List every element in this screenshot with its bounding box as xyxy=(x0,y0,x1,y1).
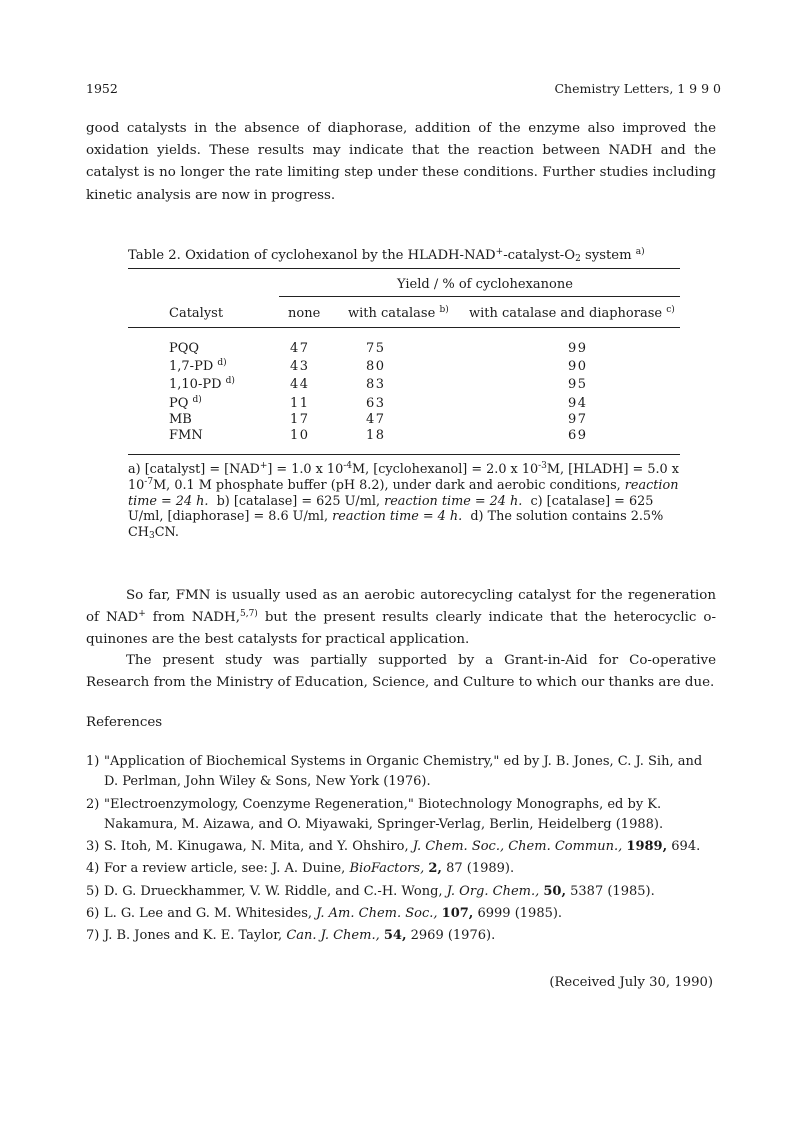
ref-journal: J. Chem. Soc., Chem. Commun., xyxy=(412,839,623,855)
received-date: (Received July 30, 1990) xyxy=(549,975,713,990)
catalyst-note: d) xyxy=(225,376,235,386)
col-catalase-label: with catalase xyxy=(348,306,436,321)
references-title: References xyxy=(86,715,163,730)
fn-a2: ] = 1.0 x 10 xyxy=(267,462,344,477)
cell-both: 97 xyxy=(568,412,588,427)
fn-a-time: reaction time = 24 h. xyxy=(128,477,679,509)
p2-refs: 5,7) xyxy=(239,609,258,620)
col-header-catalase xyxy=(348,306,449,321)
ref-number: 1) xyxy=(86,754,100,769)
ref-text xyxy=(104,904,716,924)
table-footnotes xyxy=(128,462,683,541)
cell-catalase: 47 xyxy=(366,412,386,427)
catalyst-name: 1,10-PD xyxy=(169,377,222,392)
ref-authors: D. G. Drueckhammer, V. W. Riddle, and C.-H. Wong, xyxy=(104,883,443,899)
cell-catalyst xyxy=(169,341,199,356)
ref-volume: 54, xyxy=(383,928,407,944)
fn-c1: c) [catalase] = 625 U/ml, [diaphorase] = 8.6 U/ml, xyxy=(128,493,654,525)
ref-pages: 2969 (1976). xyxy=(410,928,496,944)
ref-number: 3) xyxy=(86,839,100,855)
page-number: 1952 xyxy=(86,81,118,96)
col-header-catalyst: Catalyst xyxy=(169,306,224,321)
cell-catalase: 18 xyxy=(366,428,386,443)
fn-a-exp3: -7 xyxy=(144,476,154,487)
references-list xyxy=(86,752,716,949)
ref-text: "Electroenzymology, Coenzyme Regeneration," Biotechnology Monographs, ed by K. Nakamura, M. Aizawa, and O. Miyawaki, Springer-Verlag, Berlin, Heidelberg (1988). xyxy=(104,796,664,832)
ref-authors: For a review article, see: J. A. Duine, xyxy=(104,861,346,877)
intro-paragraph: good catalysts in the absence of diaphorase, addition of the enzyme also improved the oxidation yields. These results may indicate that the reaction between NADH and the catalyst is no longer the rate limiting step under these conditions. Further studies including kinetic analysis are now in progress. xyxy=(86,121,716,203)
ref-year: 1989, xyxy=(626,839,668,855)
fn-b1: b) [catalase] = 625 U/ml, xyxy=(216,493,381,509)
fn-a-plus: + xyxy=(259,461,268,471)
cell-both: 95 xyxy=(568,377,588,392)
catalyst-name: 1,7-PD xyxy=(169,359,214,374)
caption-suffix: system xyxy=(580,248,632,263)
fn-a5: M, 0.1 M phosphate buffer (pH 8.2), under dark and aerobic conditions, xyxy=(153,477,621,493)
ref-number: 4) xyxy=(86,861,100,877)
caption-prefix: Table 2. Oxidation of cyclohexanol by the HLADH-NAD xyxy=(128,248,496,263)
p2-text1: So far, FMN is usually used as an aerobic autorecycling catalyst for the regeneration of NAD xyxy=(86,588,716,626)
catalyst-name: PQ xyxy=(169,396,189,411)
ref-number: 7) xyxy=(86,928,100,944)
ref-number: 2) xyxy=(86,796,100,812)
cell-both: 94 xyxy=(568,396,588,411)
ref-pages: 694. xyxy=(671,839,701,855)
footnote-b xyxy=(217,494,523,509)
table-top-rule xyxy=(128,268,680,269)
fn-a4: M, [HLADH] = 5.0 x 10 xyxy=(128,462,679,493)
fn-a1: a) [catalyst] = [NAD xyxy=(128,462,260,477)
cell-both: 90 xyxy=(568,359,588,374)
p2-plus: + xyxy=(138,609,146,620)
catalyst-note: d) xyxy=(217,358,227,368)
journal-header: Chemistry Letters, 1 9 9 0 xyxy=(554,81,721,96)
catalyst-name: PQQ xyxy=(169,341,200,356)
fn-a3: M, [cyclohexanol] = 2.0 x 10 xyxy=(352,462,539,477)
ref-pages: 6999 (1985). xyxy=(477,906,563,922)
reference-item xyxy=(86,837,716,857)
cell-none: 10 xyxy=(290,428,310,443)
cell-catalase: 83 xyxy=(366,377,386,392)
col-both-label: with catalase and diaphorase xyxy=(469,306,663,321)
body-paragraph-2 xyxy=(86,585,716,652)
header-bottom-rule xyxy=(128,327,680,328)
cell-catalase: 80 xyxy=(366,359,386,374)
ref-volume: 50, xyxy=(543,883,566,899)
table-bottom-rule xyxy=(128,454,680,455)
ref-volume: 2, xyxy=(428,861,442,877)
cell-catalyst xyxy=(169,412,192,427)
ref-journal: BioFactors, xyxy=(349,861,425,877)
reference-item xyxy=(86,926,716,946)
fn-d2: CN. xyxy=(154,525,179,541)
p2-text3: but the present results clearly indicate that the heterocyclic o-quinones are the best catalysts for practical application. xyxy=(86,610,717,648)
cell-none: 44 xyxy=(290,377,310,392)
caption-mid: -catalyst-O xyxy=(503,248,576,263)
cell-catalyst xyxy=(169,396,202,411)
reference-item xyxy=(86,752,716,793)
ref-journal: Can. J. Chem., xyxy=(286,928,380,944)
table-caption xyxy=(128,248,645,263)
col-both-note: c) xyxy=(666,305,675,315)
cell-none: 47 xyxy=(290,341,310,356)
ref-number: 5) xyxy=(86,883,100,899)
ref-text xyxy=(104,859,716,879)
caption-note: a) xyxy=(635,247,645,257)
cell-catalyst xyxy=(169,377,235,392)
col-header-both xyxy=(469,306,675,321)
group-rule xyxy=(279,296,680,297)
reference-item xyxy=(86,859,716,879)
body-paragraph-3: The present study was partially supported by a Grant-in-Aid for Co-operative Research from the Ministry of Education, Science, and Culture to which our thanks are due. xyxy=(86,653,716,691)
fn-a-exp2: -3 xyxy=(538,461,547,471)
p2-text2: from NADH, xyxy=(145,610,240,626)
ref-text xyxy=(104,837,716,857)
ref-authors: S. Itoh, M. Kinugawa, N. Mita, and Y. Ohshiro, xyxy=(104,839,409,855)
fn-b-time: reaction time = 24 h. xyxy=(384,493,523,509)
cell-none: 43 xyxy=(290,359,310,374)
cell-both: 99 xyxy=(568,341,588,356)
fn-d-sub: 3 xyxy=(148,531,155,542)
ref-pages: 87 (1989). xyxy=(446,861,515,877)
fn-a-exp1: -4 xyxy=(343,461,352,471)
catalyst-name: MB xyxy=(169,412,192,427)
ref-number: 6) xyxy=(86,906,100,922)
ref-authors: J. B. Jones and K. E. Taylor, xyxy=(104,928,283,944)
caption-sub: 2 xyxy=(575,254,581,264)
ref-authors: L. G. Lee and G. M. Whitesides, xyxy=(104,906,313,922)
ref-volume: 107, xyxy=(441,906,474,922)
ref-text xyxy=(104,926,716,946)
col-catalase-note: b) xyxy=(439,305,449,315)
ref-text: "Application of Biochemical Systems in Organic Chemistry," ed by J. B. Jones, C. J. Sih, and D. Perlman, John Wiley & Sons, New York (1976). xyxy=(104,754,703,790)
ref-pages: 5387 (1985). xyxy=(570,883,655,899)
reference-item xyxy=(86,795,716,836)
cell-both: 69 xyxy=(568,428,588,443)
cell-none: 17 xyxy=(290,412,310,427)
yield-group-header: Yield / % of cyclohexanone xyxy=(397,277,573,292)
fn-d1: d) The solution contains 2.5% CH xyxy=(128,509,664,541)
cell-none: 11 xyxy=(290,396,310,411)
cell-catalase: 63 xyxy=(366,396,386,411)
cell-catalase: 75 xyxy=(366,341,386,356)
catalyst-note: d) xyxy=(192,395,202,405)
cell-catalyst xyxy=(169,359,227,374)
reference-item xyxy=(86,882,716,902)
ref-journal: J. Org. Chem., xyxy=(446,883,540,899)
fn-c-time: reaction time = 4 h. xyxy=(332,509,463,525)
reference-item xyxy=(86,904,716,924)
ref-text xyxy=(104,882,716,902)
col-header-none: none xyxy=(288,306,321,321)
catalyst-name: FMN xyxy=(169,428,203,443)
caption-plus: + xyxy=(495,247,504,257)
ref-journal: J. Am. Chem. Soc., xyxy=(316,906,438,922)
cell-catalyst xyxy=(169,428,203,443)
